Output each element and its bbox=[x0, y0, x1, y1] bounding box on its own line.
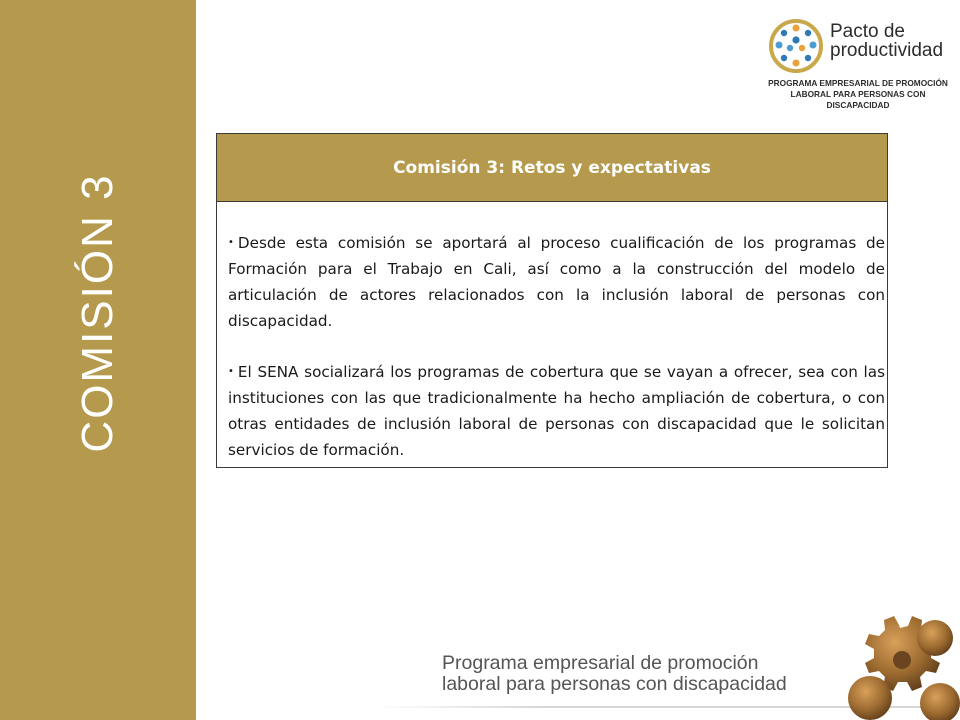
logo-name bbox=[830, 22, 954, 60]
commission-title: Comisión 3: Retos y expectativas bbox=[217, 134, 887, 202]
logo-subtitle bbox=[766, 78, 950, 111]
commission-paragraph bbox=[228, 359, 885, 463]
bullet-icon: • bbox=[228, 366, 234, 377]
slide-section-title: COMISIÓN 3 bbox=[73, 173, 122, 453]
sidebar-band bbox=[0, 0, 196, 720]
gears-icon bbox=[840, 598, 960, 720]
commission-paragraph-text: Desde esta comisión se aportará al proceso cualificación de los programas de Formación para el Trabajo en Cali, así como a la construcción del modelo de articulación de actores relacionados con la inclusión laboral de personas con discapacidad. bbox=[228, 234, 885, 330]
footer-line1: Programa empresarial de promoción bbox=[442, 652, 759, 674]
logo-name-line1: Pacto de bbox=[830, 21, 905, 42]
footer-program-text bbox=[442, 653, 787, 695]
logo-subtitle-line1: PROGRAMA EMPRESARIAL DE PROMOCIÓN bbox=[768, 78, 948, 88]
commission-table bbox=[216, 133, 888, 468]
commission-paragraph-text: El SENA socializará los programas de cobertura que se vayan a ofrecer, sea con las instituciones con las que tradicionalmente ha hecho ampliación de cobertura, o con otras entidades de inclusión laboral de personas con discapacidad que le solicitan servicios de formación. bbox=[228, 363, 885, 459]
bullet-icon: • bbox=[228, 237, 234, 248]
logo-emblem-icon bbox=[768, 18, 824, 74]
commission-body bbox=[217, 202, 887, 467]
pacto-productividad-logo bbox=[760, 12, 950, 110]
footer-line2: laboral para personas con discapacidad bbox=[442, 673, 787, 695]
logo-name-line2: productividad bbox=[830, 40, 944, 61]
commission-paragraph bbox=[228, 230, 885, 334]
logo-subtitle-line2: LABORAL PARA PERSONAS CON DISCAPACIDAD bbox=[790, 89, 926, 110]
